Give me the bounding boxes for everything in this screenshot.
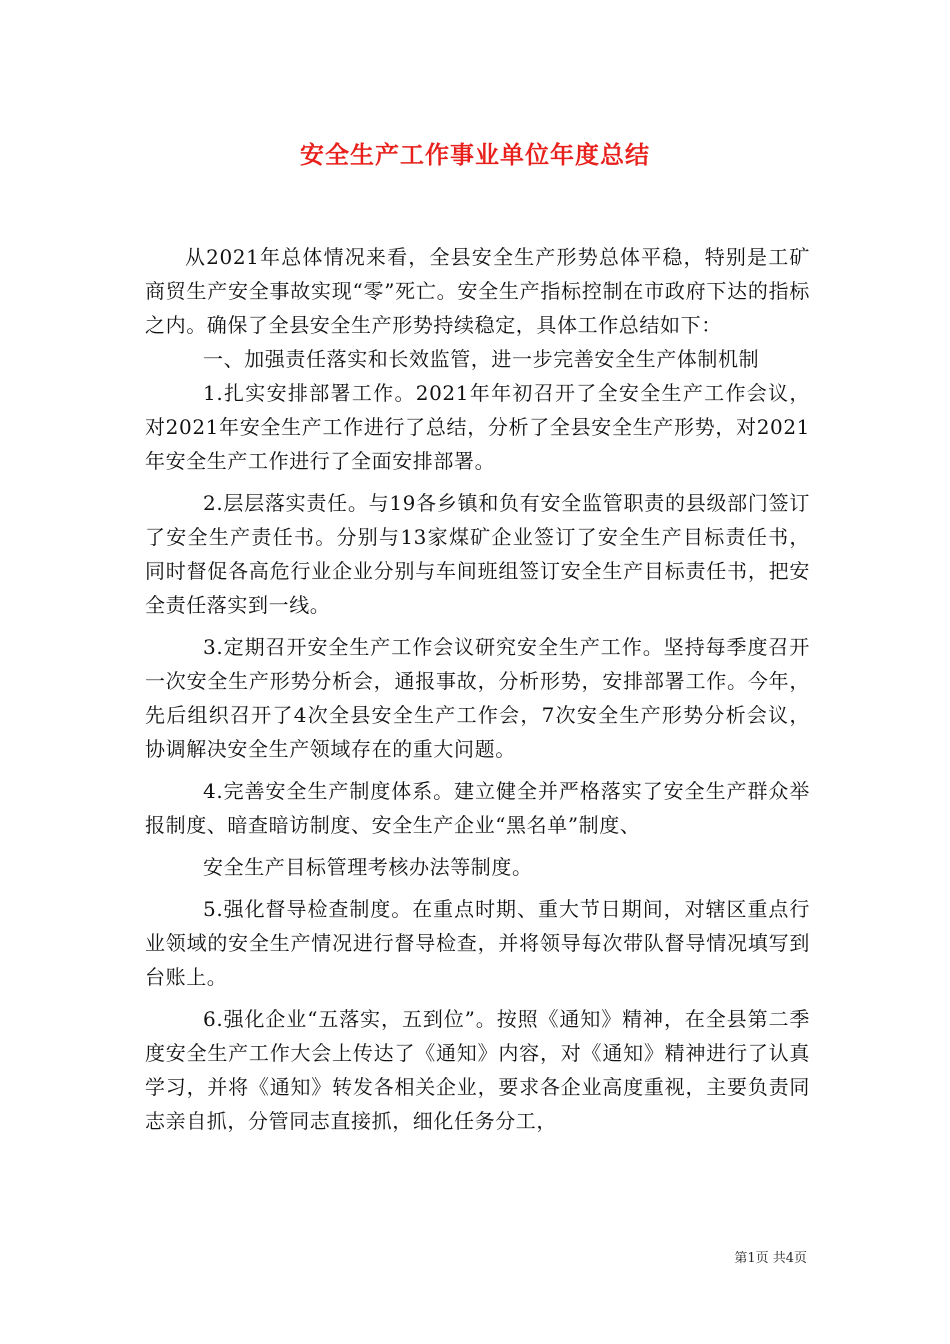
- document-title: 安全生产工作事业单位年度总结: [300, 140, 650, 169]
- paragraph-item-2: 2.层层落实责任。与19各乡镇和负有安全监管职责的县级部门签订了安全生产责任书。分别与13家煤矿企业签订了安全生产目标责任书，同时督促各高危行业企业分别与车间班组签订安全生产目标责任书，把安全责任落实到一线。: [145, 491, 810, 617]
- page-number-footer: 第1页 共4页: [734, 1251, 807, 1266]
- paragraph-item-6: 6.强化企业“五落实，五到位”。按照《通知》精神，在全县第二季度安全生产工作大会上传达了《通知》内容，对《通知》精神进行了认真学习，并将《通知》转发各相关企业，要求各企业高度重视，主要负责同志亲自抓，分管同志直接抓，细化任务分工，: [145, 1007, 810, 1133]
- intro-paragraph: 从2021年总体情况来看，全县安全生产形势总体平稳，特别是工矿商贸生产安全事故实现“零”死亡。安全生产指标控制在市政府下达的指标之内。确保了全县安全生产形势持续稳定，具体工作总结如下：: [145, 245, 810, 337]
- document-body: [145, 240, 810, 1138]
- section-heading-1: 一、加强责任落实和长效监管，进一步完善安全生产体制机制: [203, 347, 760, 371]
- paragraph-item-1: 1.扎实安排部署工作。2021年年初召开了全安全生产工作会议，对2021年安全生产工作进行了总结，分析了全县安全生产形势，对2021年安全生产工作进行了全面安排部署。: [145, 381, 810, 473]
- paragraph-item-3: 3.定期召开安全生产工作会议研究安全生产工作。坚持每季度召开一次安全生产形势分析会，通报事故，分析形势，安排部署工作。今年，先后组织召开了4次全县安全生产工作会，7次安全生产形势分析会议，协调解决安全生产领域存在的重大问题。: [145, 635, 810, 761]
- paragraph-item-4: 4.完善安全生产制度体系。建立健全并严格落实了安全生产群众举报制度、暗查暗访制度、安全生产企业“黑名单”制度、: [145, 779, 810, 837]
- paragraph-item-4-continued: 安全生产目标管理考核办法等制度。: [203, 855, 533, 879]
- paragraph-item-5: 5.强化督导检查制度。在重点时期、重大节日期间，对辖区重点行业领域的安全生产情况进行督导检查，并将领导每次带队督导情况填写到台账上。: [145, 897, 810, 989]
